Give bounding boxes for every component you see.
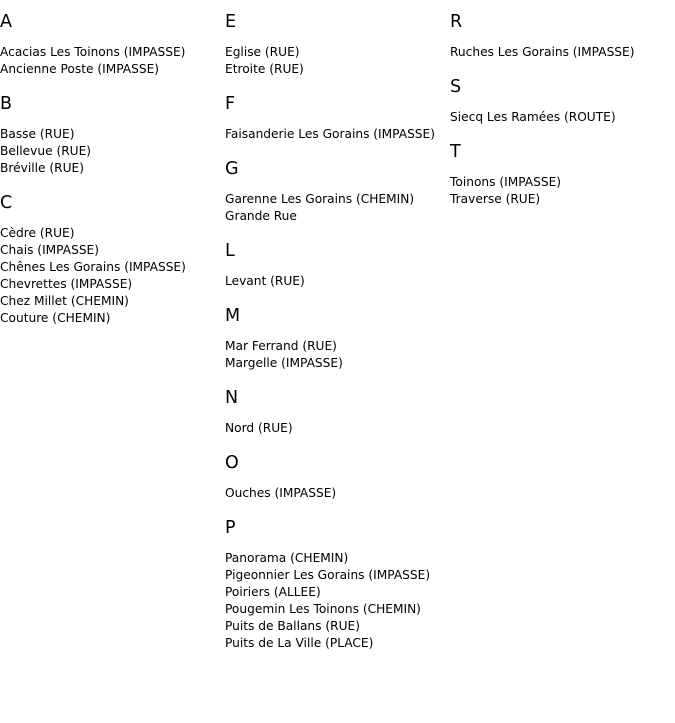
street-item: Ruches Les Gorains (IMPASSE) xyxy=(450,45,635,59)
street-list xyxy=(225,273,450,290)
street-item: Ouches (IMPASSE) xyxy=(225,486,337,500)
street-item: Margelle (IMPASSE) xyxy=(225,356,343,370)
street-item: Couture (CHEMIN) xyxy=(0,311,111,325)
street-list xyxy=(450,44,675,61)
street-item: Bellevue (RUE) xyxy=(0,144,92,158)
letter-heading: F xyxy=(225,94,236,114)
street-item: Chais (IMPASSE) xyxy=(0,243,100,257)
street-list xyxy=(450,174,675,208)
letter-group xyxy=(450,77,675,126)
letter-group xyxy=(225,94,450,143)
letter-heading: L xyxy=(225,241,235,261)
index-column-3 xyxy=(450,0,675,224)
street-item: Bréville (RUE) xyxy=(0,161,84,175)
letter-heading: S xyxy=(450,77,462,97)
street-item: Siecq Les Ramées (ROUTE) xyxy=(450,110,616,124)
street-list xyxy=(0,44,225,78)
letter-group xyxy=(225,388,450,437)
street-item: Mar Ferrand (RUE) xyxy=(225,339,337,353)
letter-heading: O xyxy=(225,453,239,473)
street-item: Pougemin Les Toinons (CHEMIN) xyxy=(225,602,421,616)
letter-group xyxy=(450,12,675,61)
street-list xyxy=(225,485,450,502)
letter-group xyxy=(225,518,450,652)
index-column-1 xyxy=(0,0,225,343)
letter-group xyxy=(225,306,450,372)
letter-group xyxy=(225,159,450,225)
street-item: Pigeonnier Les Gorains (IMPASSE) xyxy=(225,568,431,582)
street-item: Levant (RUE) xyxy=(225,274,305,288)
street-list xyxy=(225,550,450,652)
street-item: Chevrettes (IMPASSE) xyxy=(0,277,133,291)
street-list xyxy=(225,420,450,437)
street-item: Panorama (CHEMIN) xyxy=(225,551,349,565)
street-item: Puits de Ballans (RUE) xyxy=(225,619,360,633)
street-list xyxy=(450,109,675,126)
street-item: Chez Millet (CHEMIN) xyxy=(0,294,129,308)
street-item: Acacias Les Toinons (IMPASSE) xyxy=(0,45,186,59)
letter-heading: E xyxy=(225,12,237,32)
letter-group xyxy=(225,12,450,78)
street-item: Faisanderie Les Gorains (IMPASSE) xyxy=(225,127,436,141)
letter-heading: A xyxy=(0,12,12,32)
street-item: Cèdre (RUE) xyxy=(0,226,75,240)
letter-heading: T xyxy=(450,142,461,162)
letter-group xyxy=(0,12,225,78)
street-list xyxy=(225,191,450,225)
street-item: Nord (RUE) xyxy=(225,421,293,435)
street-item: Basse (RUE) xyxy=(0,127,75,141)
letter-group xyxy=(450,142,675,208)
index-column-2 xyxy=(225,0,450,668)
letter-group xyxy=(0,94,225,177)
letter-group xyxy=(0,193,225,327)
letter-heading: G xyxy=(225,159,239,179)
street-item: Toinons (IMPASSE) xyxy=(450,175,562,189)
street-item: Garenne Les Gorains (CHEMIN) xyxy=(225,192,415,206)
street-list xyxy=(0,126,225,177)
street-list xyxy=(0,225,225,327)
letter-heading: P xyxy=(225,518,236,538)
street-item: Eglise (RUE) xyxy=(225,45,300,59)
letter-heading: R xyxy=(450,12,463,32)
letter-heading: M xyxy=(225,306,241,326)
street-list xyxy=(225,126,450,143)
street-item: Puits de La Ville (PLACE) xyxy=(225,636,374,650)
street-item: Ancienne Poste (IMPASSE) xyxy=(0,62,160,76)
letter-heading: C xyxy=(0,193,13,213)
letter-group xyxy=(225,241,450,290)
letter-heading: N xyxy=(225,388,239,408)
street-list xyxy=(225,44,450,78)
street-item: Chênes Les Gorains (IMPASSE) xyxy=(0,260,186,274)
street-item: Etroite (RUE) xyxy=(225,62,304,76)
street-list xyxy=(225,338,450,372)
letter-heading: B xyxy=(0,94,13,114)
street-item: Poiriers (ALLEE) xyxy=(225,585,321,599)
street-item: Traverse (RUE) xyxy=(450,192,541,206)
letter-group xyxy=(225,453,450,502)
street-item: Grande Rue xyxy=(225,209,297,223)
